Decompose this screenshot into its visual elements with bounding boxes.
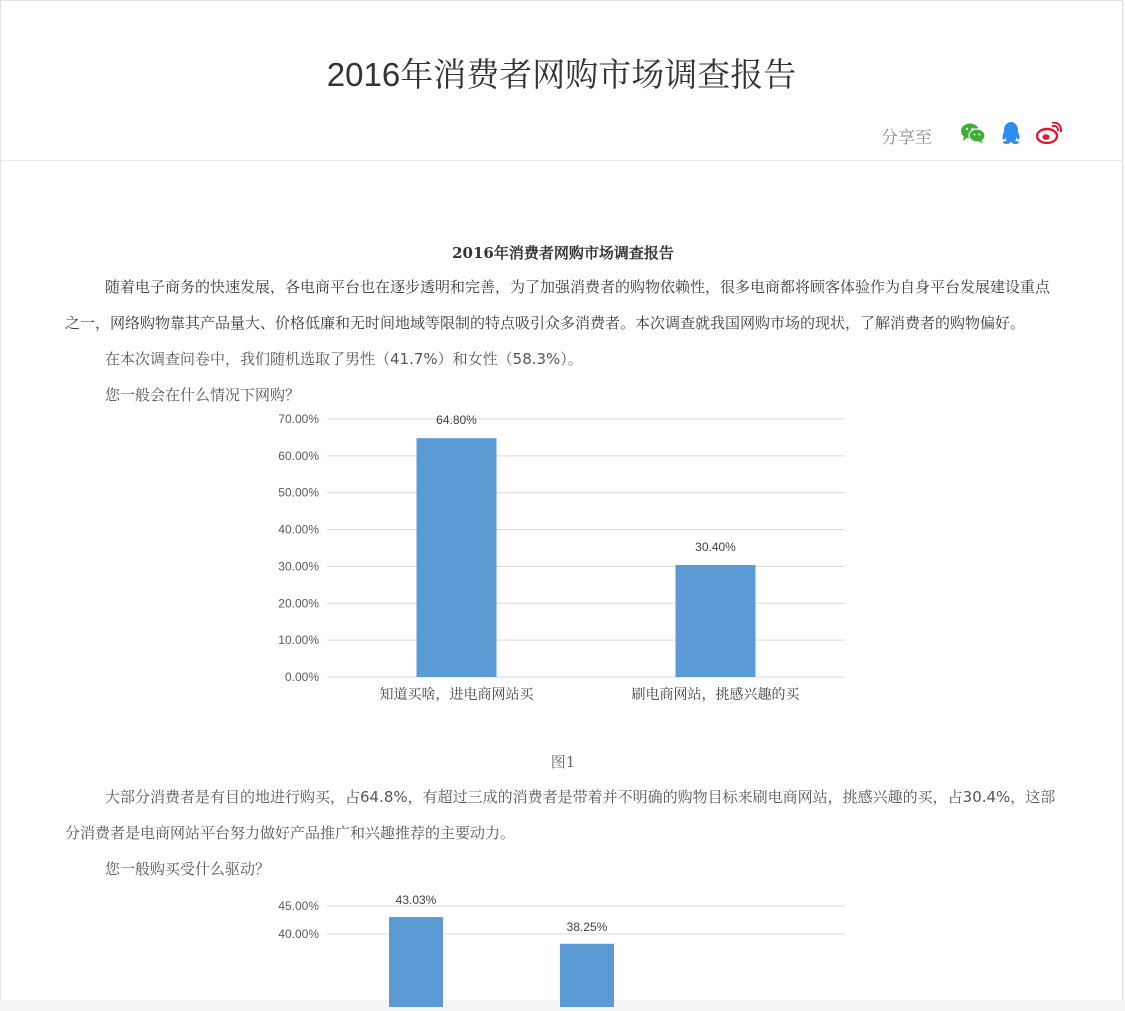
y-tick-label: 45.00% <box>278 899 319 913</box>
data-label: 64.80% <box>436 413 477 428</box>
chart-2 <box>65 887 1061 1007</box>
y-tick-label: 70.00% <box>278 413 319 426</box>
question-2: 您一般购买受什么驱动？ <box>105 860 271 878</box>
y-tick-label: 40.00% <box>278 927 319 941</box>
share-bar <box>881 120 1062 150</box>
article-title: 2016年消费者网购市场调查报告 <box>452 244 674 262</box>
weibo-icon[interactable] <box>1036 122 1062 149</box>
page-title: 2016年消费者网购市场调查报告 <box>326 56 797 93</box>
y-tick-label: 40.00% <box>278 522 319 537</box>
chart-2-svg <box>65 887 1061 1007</box>
y-tick-label: 10.00% <box>278 633 319 648</box>
intro-paragraph: 随着电子商务的快速发展，各电商平台也在逐步透明和完善，为了加强消费者的购物依赖性，很多电商都将顾客体验作为自身平台发展建设重点之一，网络购物靠其产品量大、价格低廉和无时间地域等限制的特点吸引众多消费者。本次调查就我国网购市场的现状，了解消费者的购物偏好。 <box>65 278 1051 332</box>
qq-icon[interactable] <box>1000 121 1022 150</box>
figure-1-caption: 图1 <box>550 753 576 771</box>
question-1: 您一般会在什么情况下网购？ <box>105 386 301 404</box>
bar <box>389 917 443 1007</box>
x-tick-label: 知道买啥，进电商网站买 <box>379 686 534 702</box>
chart-1-svg <box>65 413 1061 745</box>
data-label: 43.03% <box>395 893 437 908</box>
y-tick-label: 60.00% <box>278 448 319 463</box>
x-tick-label: 刷电商网站，挑感兴趣的买 <box>631 686 800 702</box>
data-label: 38.25% <box>566 919 608 934</box>
bar <box>560 944 614 1007</box>
bar <box>676 565 756 677</box>
data-label: 30.40% <box>695 539 736 554</box>
bar <box>417 438 497 677</box>
chart-1 <box>65 413 1061 745</box>
y-tick-label: 50.00% <box>278 485 319 500</box>
analysis-paragraph: 大部分消费者是有目的地进行购买，占64.8%，有超过三成的消费者是带着并不明确的购物目标来刷电商网站，挑感兴趣的买，占30.4%，这部分消费者是电商网站平台努力做好产品推广和兴趣推荐的主要动力。 <box>65 788 1056 842</box>
y-tick-label: 30.00% <box>278 559 319 574</box>
article-body <box>65 242 1061 1007</box>
wechat-icon[interactable] <box>960 122 986 149</box>
y-tick-label: 20.00% <box>278 596 319 611</box>
sample-paragraph: 在本次调查问卷中，我们随机选取了男性（41.7%）和女性（58.3%）。 <box>105 350 583 368</box>
share-label: 分享至 <box>881 127 932 147</box>
y-tick-label: 0.00% <box>284 670 319 684</box>
page-header <box>1 1 1122 161</box>
